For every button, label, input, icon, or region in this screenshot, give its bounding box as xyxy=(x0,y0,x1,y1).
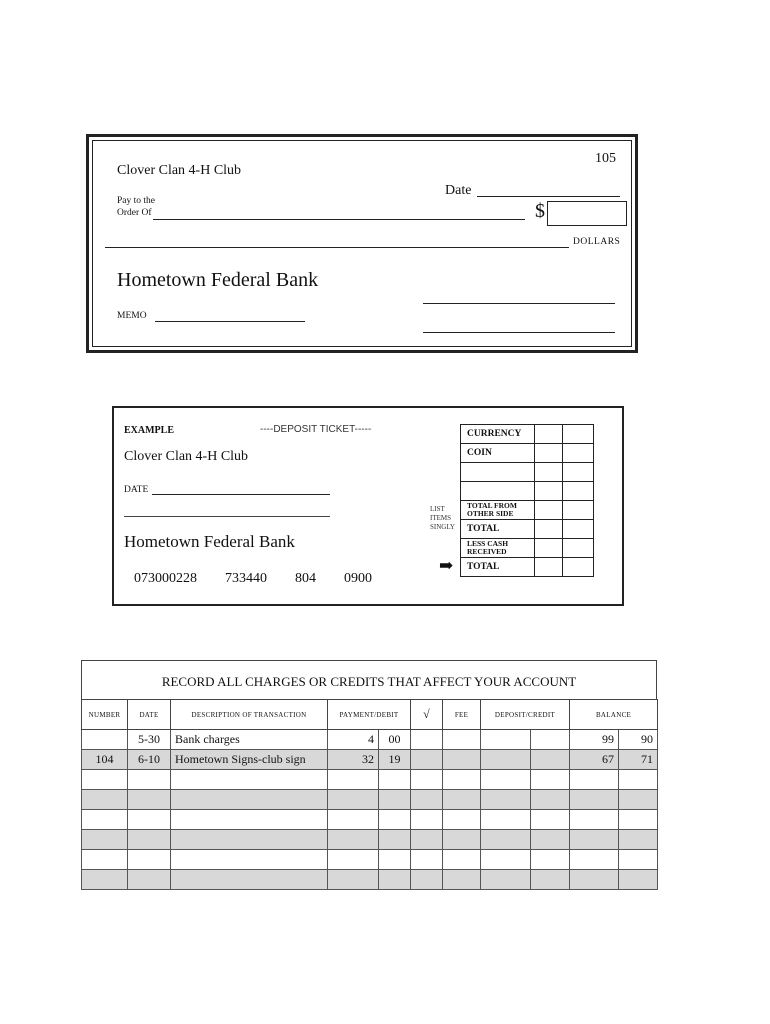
register-deposit-dollars-cell[interactable] xyxy=(481,770,531,790)
deposit-amount-grid xyxy=(460,424,594,577)
table-row xyxy=(82,770,658,790)
register-payment-cents-cell[interactable] xyxy=(379,770,411,790)
register-number-cell[interactable] xyxy=(82,830,128,850)
register-balance-cents-cell[interactable] xyxy=(619,790,658,810)
check-bank-name: Hometown Federal Bank xyxy=(117,269,319,291)
register-deposit-dollars-cell[interactable] xyxy=(481,790,531,810)
register-deposit-cents-cell[interactable] xyxy=(531,870,570,890)
deposit-dollars-cell[interactable] xyxy=(535,558,563,577)
register-deposit-dollars-cell[interactable] xyxy=(481,870,531,890)
register-fee-cell[interactable] xyxy=(443,770,481,790)
col-payment: PAYMENT/DEBIT xyxy=(328,700,411,730)
check xyxy=(86,134,638,353)
register-payment-dollars-cell[interactable] xyxy=(328,790,379,810)
register-deposit-dollars-cell[interactable] xyxy=(481,730,531,750)
deposit-cents-cell[interactable] xyxy=(563,558,594,577)
register-payment-dollars-cell[interactable] xyxy=(328,850,379,870)
check-number: 105 xyxy=(595,151,616,166)
col-check: √ xyxy=(411,700,443,730)
register-description-cell[interactable]: Hometown Signs-club sign xyxy=(171,750,328,770)
register-deposit-dollars-cell[interactable] xyxy=(481,850,531,870)
register-deposit-cents-cell[interactable] xyxy=(531,730,570,750)
deposit-organization: Clover Clan 4-H Club xyxy=(124,449,249,464)
deposit-row-label xyxy=(461,463,535,482)
deposit-row xyxy=(461,539,594,558)
register-balance-cents-cell[interactable] xyxy=(619,870,658,890)
deposit-row xyxy=(461,463,594,482)
table-row xyxy=(82,850,658,870)
table-row xyxy=(82,870,658,890)
amount-field[interactable] xyxy=(547,201,627,226)
deposit-row-label xyxy=(461,482,535,501)
register-deposit-cents-cell[interactable] xyxy=(531,750,570,770)
register-fee-cell[interactable] xyxy=(443,830,481,850)
register-deposit-cents-cell[interactable] xyxy=(531,770,570,790)
right-arrow-icon: ➡ xyxy=(439,556,454,575)
register-balance-cents-cell[interactable] xyxy=(619,810,658,830)
deposit-row xyxy=(461,520,594,539)
deposit-cents-cell[interactable] xyxy=(563,501,594,520)
register-balance-dollars-cell[interactable] xyxy=(570,850,619,870)
register-date-cell[interactable]: 5-30 xyxy=(128,730,171,750)
deposit-row-label: TOTAL FROM OTHER SIDE xyxy=(461,501,535,520)
register-header-row xyxy=(82,700,658,730)
signature-line-1[interactable] xyxy=(423,303,615,304)
register-description-cell[interactable] xyxy=(171,810,328,830)
register-payment-cents-cell[interactable] xyxy=(379,810,411,830)
micr-serial: 0900 xyxy=(344,571,372,586)
deposit-ticket xyxy=(112,406,624,606)
table-row xyxy=(82,790,658,810)
deposit-dollars-cell[interactable] xyxy=(535,444,563,463)
register-deposit-cents-cell[interactable] xyxy=(531,830,570,850)
register-payment-cents-cell[interactable]: 19 xyxy=(379,750,411,770)
deposit-row xyxy=(461,501,594,520)
check-date-field[interactable] xyxy=(477,196,620,197)
col-number: NUMBER xyxy=(82,700,128,730)
deposit-row-label: LESS CASH RECEIVED xyxy=(461,539,535,558)
register-number-cell[interactable] xyxy=(82,730,128,750)
deposit-cents-cell[interactable] xyxy=(563,539,594,558)
memo-field[interactable] xyxy=(155,321,305,322)
micr-code: 804 xyxy=(295,571,316,586)
table-row xyxy=(82,750,658,770)
deposit-extra-field[interactable] xyxy=(124,516,330,517)
register-date-cell[interactable] xyxy=(128,830,171,850)
col-fee: FEE xyxy=(443,700,481,730)
deposit-dollars-cell[interactable] xyxy=(535,425,563,444)
register-number-cell[interactable] xyxy=(82,870,128,890)
table-row xyxy=(82,810,658,830)
register-payment-cents-cell[interactable]: 00 xyxy=(379,730,411,750)
check-date-label: Date xyxy=(445,183,472,198)
register-number-cell[interactable] xyxy=(82,810,128,830)
register-date-cell[interactable] xyxy=(128,790,171,810)
register-deposit-dollars-cell[interactable] xyxy=(481,830,531,850)
deposit-cents-cell[interactable] xyxy=(563,520,594,539)
dollar-sign: $ xyxy=(535,200,545,222)
deposit-row-label: TOTAL xyxy=(461,558,535,577)
routing-number: 073000228 xyxy=(134,571,197,586)
payee-field[interactable] xyxy=(153,219,525,220)
deposit-dollars-cell[interactable] xyxy=(535,520,563,539)
register-balance-dollars-cell[interactable]: 67 xyxy=(570,750,619,770)
register-description-cell[interactable] xyxy=(171,850,328,870)
register-date-cell[interactable] xyxy=(128,850,171,870)
register-number-cell[interactable]: 104 xyxy=(82,750,128,770)
register-fee-cell[interactable] xyxy=(443,790,481,810)
amount-words-field[interactable] xyxy=(105,247,569,248)
deposit-date-field[interactable] xyxy=(152,494,330,495)
check-inner-border xyxy=(92,140,632,347)
account-number: 733440 xyxy=(225,571,267,586)
register-balance-dollars-cell[interactable] xyxy=(570,810,619,830)
register-payment-cents-cell[interactable] xyxy=(379,790,411,810)
deposit-row-label: CURRENCY xyxy=(461,425,535,444)
table-row xyxy=(82,830,658,850)
register-fee-cell[interactable] xyxy=(443,850,481,870)
deposit-cents-cell[interactable] xyxy=(563,463,594,482)
deposit-dollars-cell[interactable] xyxy=(535,482,563,501)
col-description: DESCRIPTION OF TRANSACTION xyxy=(171,700,328,730)
register-balance-dollars-cell[interactable] xyxy=(570,870,619,890)
deposit-date-label: DATE xyxy=(124,485,149,495)
register-payment-cents-cell[interactable] xyxy=(379,850,411,870)
example-label: EXAMPLE xyxy=(124,425,174,436)
register-description-cell[interactable] xyxy=(171,870,328,890)
register-description-cell[interactable] xyxy=(171,830,328,850)
table-row xyxy=(82,730,658,750)
register-payment-dollars-cell[interactable]: 32 xyxy=(328,750,379,770)
register-payment-dollars-cell[interactable] xyxy=(328,830,379,850)
register-check-cell[interactable] xyxy=(411,850,443,870)
register-check-cell[interactable] xyxy=(411,810,443,830)
deposit-dollars-cell[interactable] xyxy=(535,501,563,520)
col-deposit: DEPOSIT/CREDIT xyxy=(481,700,570,730)
deposit-row xyxy=(461,444,594,463)
list-items-singly-label: LIST ITEMS SINGLY xyxy=(430,505,455,531)
deposit-row xyxy=(461,482,594,501)
register-balance-cents-cell[interactable]: 71 xyxy=(619,750,658,770)
transaction-register xyxy=(81,660,657,890)
deposit-bank-name: Hometown Federal Bank xyxy=(124,532,295,551)
deposit-cents-cell[interactable] xyxy=(563,444,594,463)
col-date: DATE xyxy=(128,700,171,730)
register-table xyxy=(81,699,658,890)
deposit-row xyxy=(461,425,594,444)
register-date-cell[interactable] xyxy=(128,810,171,830)
register-date-cell[interactable] xyxy=(128,870,171,890)
register-check-cell[interactable] xyxy=(411,830,443,850)
register-payment-cents-cell[interactable] xyxy=(379,830,411,850)
register-balance-cents-cell[interactable] xyxy=(619,830,658,850)
register-check-cell[interactable] xyxy=(411,770,443,790)
register-balance-cents-cell[interactable] xyxy=(619,850,658,870)
deposit-cents-cell[interactable] xyxy=(563,425,594,444)
deposit-ticket-title: ----DEPOSIT TICKET----- xyxy=(260,424,372,435)
register-deposit-dollars-cell[interactable] xyxy=(481,810,531,830)
deposit-dollars-cell[interactable] xyxy=(535,463,563,482)
register-fee-cell[interactable] xyxy=(443,730,481,750)
micr-line xyxy=(134,571,400,587)
register-number-cell[interactable] xyxy=(82,770,128,790)
register-number-cell[interactable] xyxy=(82,850,128,870)
register-payment-dollars-cell[interactable] xyxy=(328,770,379,790)
register-title: RECORD ALL CHARGES OR CREDITS THAT AFFECT YOUR ACCOUNT xyxy=(81,660,657,699)
register-date-cell[interactable] xyxy=(128,770,171,790)
register-description-cell[interactable] xyxy=(171,790,328,810)
register-fee-cell[interactable] xyxy=(443,750,481,770)
register-deposit-cents-cell[interactable] xyxy=(531,810,570,830)
register-check-cell[interactable] xyxy=(411,730,443,750)
deposit-cents-cell[interactable] xyxy=(563,482,594,501)
register-deposit-dollars-cell[interactable] xyxy=(481,750,531,770)
register-deposit-cents-cell[interactable] xyxy=(531,850,570,870)
col-balance: BALANCE xyxy=(570,700,658,730)
pay-to-label: Pay to the Order Of xyxy=(117,196,155,218)
register-balance-cents-cell[interactable] xyxy=(619,770,658,790)
register-payment-dollars-cell[interactable] xyxy=(328,810,379,830)
register-payment-dollars-cell[interactable]: 4 xyxy=(328,730,379,750)
register-fee-cell[interactable] xyxy=(443,870,481,890)
register-balance-dollars-cell[interactable] xyxy=(570,790,619,810)
memo-label: MEMO xyxy=(117,311,147,321)
register-number-cell[interactable] xyxy=(82,790,128,810)
register-check-cell[interactable] xyxy=(411,870,443,890)
deposit-row-label: COIN xyxy=(461,444,535,463)
check-organization: Clover Clan 4-H Club xyxy=(117,163,242,178)
dollars-label: DOLLARS xyxy=(573,237,621,247)
register-balance-dollars-cell[interactable]: 99 xyxy=(570,730,619,750)
register-check-cell[interactable] xyxy=(411,790,443,810)
register-date-cell[interactable]: 6-10 xyxy=(128,750,171,770)
deposit-row-label: TOTAL xyxy=(461,520,535,539)
deposit-row xyxy=(461,558,594,577)
register-balance-dollars-cell[interactable] xyxy=(570,830,619,850)
register-description-cell[interactable] xyxy=(171,770,328,790)
register-payment-dollars-cell[interactable] xyxy=(328,870,379,890)
register-check-cell[interactable] xyxy=(411,750,443,770)
signature-line-2[interactable] xyxy=(423,332,615,333)
register-balance-dollars-cell[interactable] xyxy=(570,770,619,790)
register-payment-cents-cell[interactable] xyxy=(379,870,411,890)
register-description-cell[interactable]: Bank charges xyxy=(171,730,328,750)
register-fee-cell[interactable] xyxy=(443,810,481,830)
register-deposit-cents-cell[interactable] xyxy=(531,790,570,810)
register-balance-cents-cell[interactable]: 90 xyxy=(619,730,658,750)
deposit-dollars-cell[interactable] xyxy=(535,539,563,558)
